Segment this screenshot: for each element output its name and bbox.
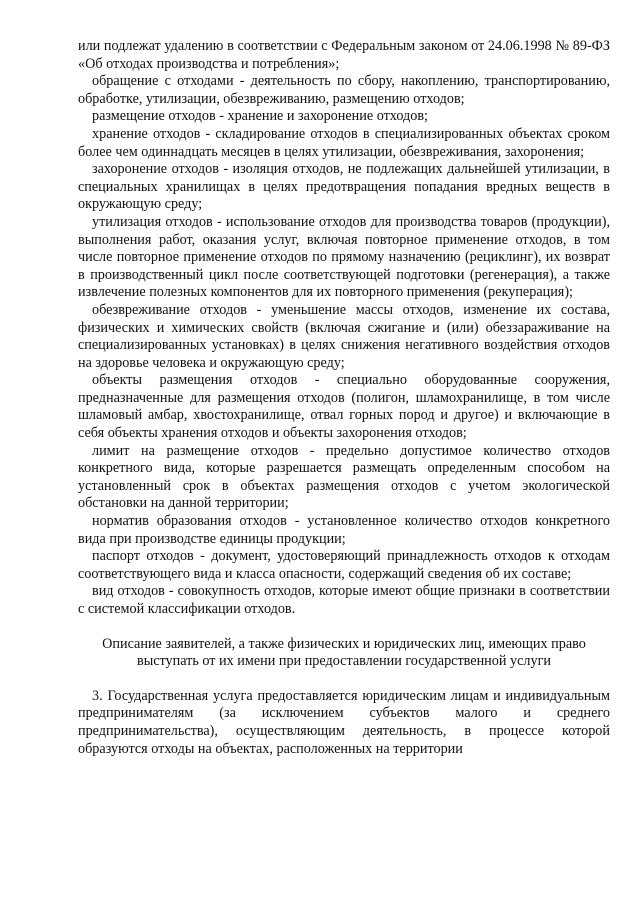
section-heading: Описание заявителей, а также физических и юридических лиц, имеющих право выступать от их имени при предоставлении государственной услуги <box>102 635 586 670</box>
paragraph-item-3: 3. Государственная услуга предоставляется юридическим лицам и индивидуальным предпринимателям (за исключением субъектов малого и среднего предпринимательства), осуществляющим деятельность, в процессе которой образуются отходы на объектах, расположенных на территории <box>78 687 610 757</box>
paragraph-waste-neutralization: обезвреживание отходов - уменьшение массы отходов, изменение их состава, физических и химических свойств (включая сжигание и (или) обеззараживание на специализированных установках) в целях снижения негативного воздействия отходов на здоровье человека и окружающую среду; <box>78 301 610 371</box>
paragraph-waste-type: вид отходов - совокупность отходов, которые имеют общие признаки в соответствии с системой классификации отходов. <box>78 583 610 617</box>
paragraph-waste-limit: лимит на размещение отходов - предельно допустимое количество отходов конкретного вида, которые разрешается размещать определенным способом на установленный срок в объектах размещения отходов с учетом экологической обстановки на данной территории; <box>78 442 610 512</box>
paragraph-waste-norm: норматив образования отходов - установленное количество отходов конкретного вида при производстве единицы продукции; <box>78 513 610 547</box>
spacer <box>78 619 610 636</box>
paragraph-continuation: или подлежат удалению в соответствии с Федеральным законом от 24.06.1998 № 89-ФЗ «Об отходах производства и потребления»; <box>78 38 610 72</box>
paragraph-waste-passport: паспорт отходов - документ, удостоверяющий принадлежность отходов к отходам соответствующего вида и класса опасности, содержащий сведения об их составе; <box>78 548 610 582</box>
document-page <box>78 38 610 758</box>
paragraph-waste-utilization: утилизация отходов - использование отходов для производства товаров (продукции), выполнения работ, оказания услуг, включая повторное применение отходов, в том числе повторное применение отходов по прямому назначению (рециклинг), их возврат в производственный цикл после соответствующей подготовки (регенерация), а также извлечение полезных компонентов для их повторного применения (рекуперация); <box>78 213 610 301</box>
paragraph-waste-burial: захоронение отходов - изоляция отходов, не подлежащих дальнейшей утилизации, в специальных хранилищах в целях предотвращения попадания вредных веществ в окружающую среду; <box>78 161 610 213</box>
paragraph-waste-storage: хранение отходов - складирование отходов в специализированных объектах сроком более чем одиннадцать месяцев в целях утилизации, обезвреживания, захоронения; <box>78 125 610 160</box>
paragraph-waste-facilities: объекты размещения отходов - специально оборудованные сооружения, предназначенные для размещения отходов (полигон, шламохранилище, в том числе шламовый амбар, хвостохранилище, отвал горных пород и другое) и включающие в себя объекты хранения отходов и объекты захоронения отходов; <box>78 372 610 442</box>
spacer <box>78 671 610 688</box>
paragraph-waste-handling: обращение с отходами - деятельность по сбору, накоплению, транспортированию, обработке, утилизации, обезвреживанию, размещению отходов; <box>78 73 610 107</box>
paragraph-waste-placement: размещение отходов - хранение и захоронение отходов; <box>92 108 428 125</box>
